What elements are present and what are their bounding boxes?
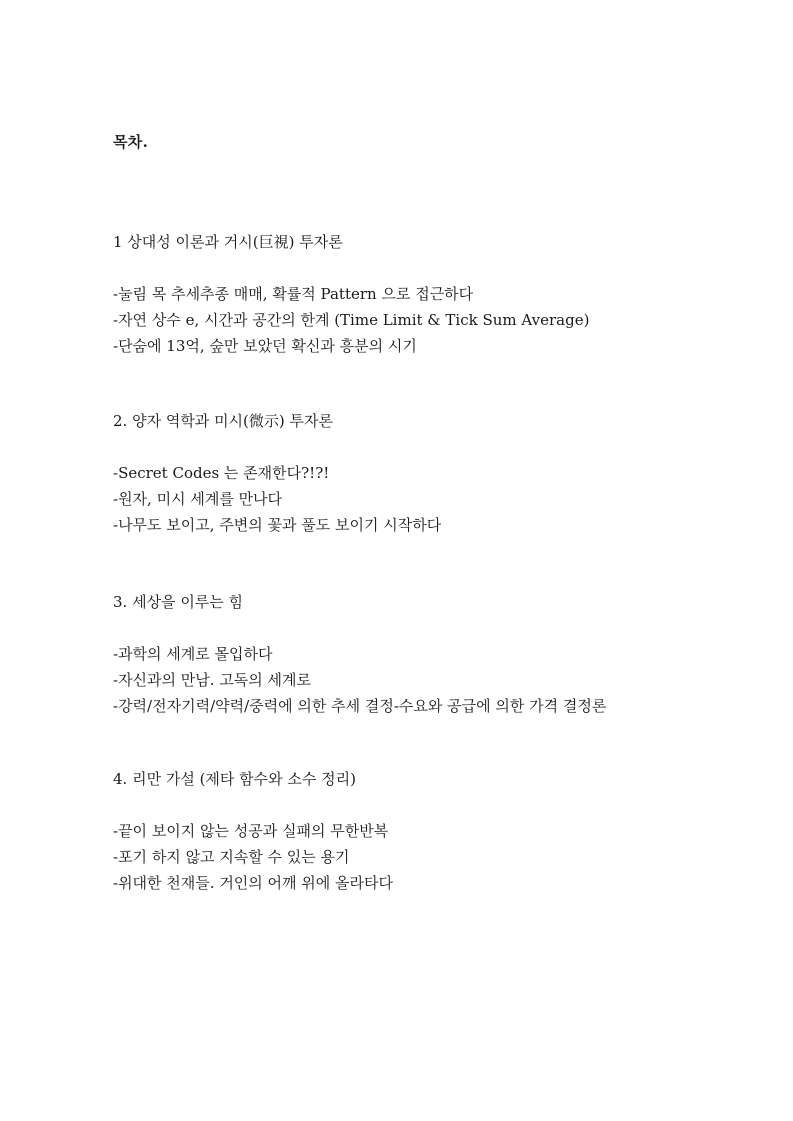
section-item: -위대한 천재들. 거인의 어깨 위에 올라타다 [113, 874, 394, 892]
section-heading: 4. 리만 가설 (제타 함수와 소수 정리) [113, 770, 356, 788]
section-item-list [113, 460, 441, 538]
section-heading: 3. 세상을 이루는 힘 [113, 593, 244, 611]
section-item: -단숨에 13억, 숲만 보았던 확신과 흥분의 시기 [113, 337, 417, 355]
section-heading: 2. 양자 역학과 미시(微示) 투자론 [113, 412, 333, 430]
section-item: -포기 하지 않고 지속할 수 있는 용기 [113, 848, 350, 866]
section-item: -원자, 미시 세계를 만나다 [113, 490, 283, 508]
section-item: -자연 상수 e, 시간과 공간의 한계 (Time Limit & Tick Sum Average) [113, 311, 590, 329]
toc-section-3 [113, 589, 606, 719]
toc-section-2 [113, 408, 441, 538]
section-item: -끝이 보이지 않는 성공과 실패의 무한반복 [113, 822, 389, 840]
section-heading: 1 상대성 이론과 거시(巨視) 투자론 [113, 233, 343, 251]
section-item-list [113, 818, 393, 896]
section-item: -나무도 보이고, 주변의 꽃과 풀도 보이기 시작하다 [113, 516, 442, 534]
section-item: -강력/전자기력/약력/중력에 의한 추세 결정-수요와 공급에 의한 가격 결정론 [113, 697, 607, 715]
toc-section-4 [113, 766, 393, 896]
section-item: -과학의 세계로 몰입하다 [113, 645, 273, 663]
section-item: -눌림 목 추세추종 매매, 확률적 Pattern 으로 접근하다 [113, 285, 474, 303]
section-item: -Secret Codes 는 존재한다?!?! [113, 464, 330, 482]
toc-section-1 [113, 229, 589, 359]
section-item-list [113, 281, 589, 359]
section-item: -자신과의 만남. 고독의 세계로 [113, 671, 312, 689]
toc-title: 목차. [113, 133, 149, 151]
section-item-list [113, 641, 606, 719]
